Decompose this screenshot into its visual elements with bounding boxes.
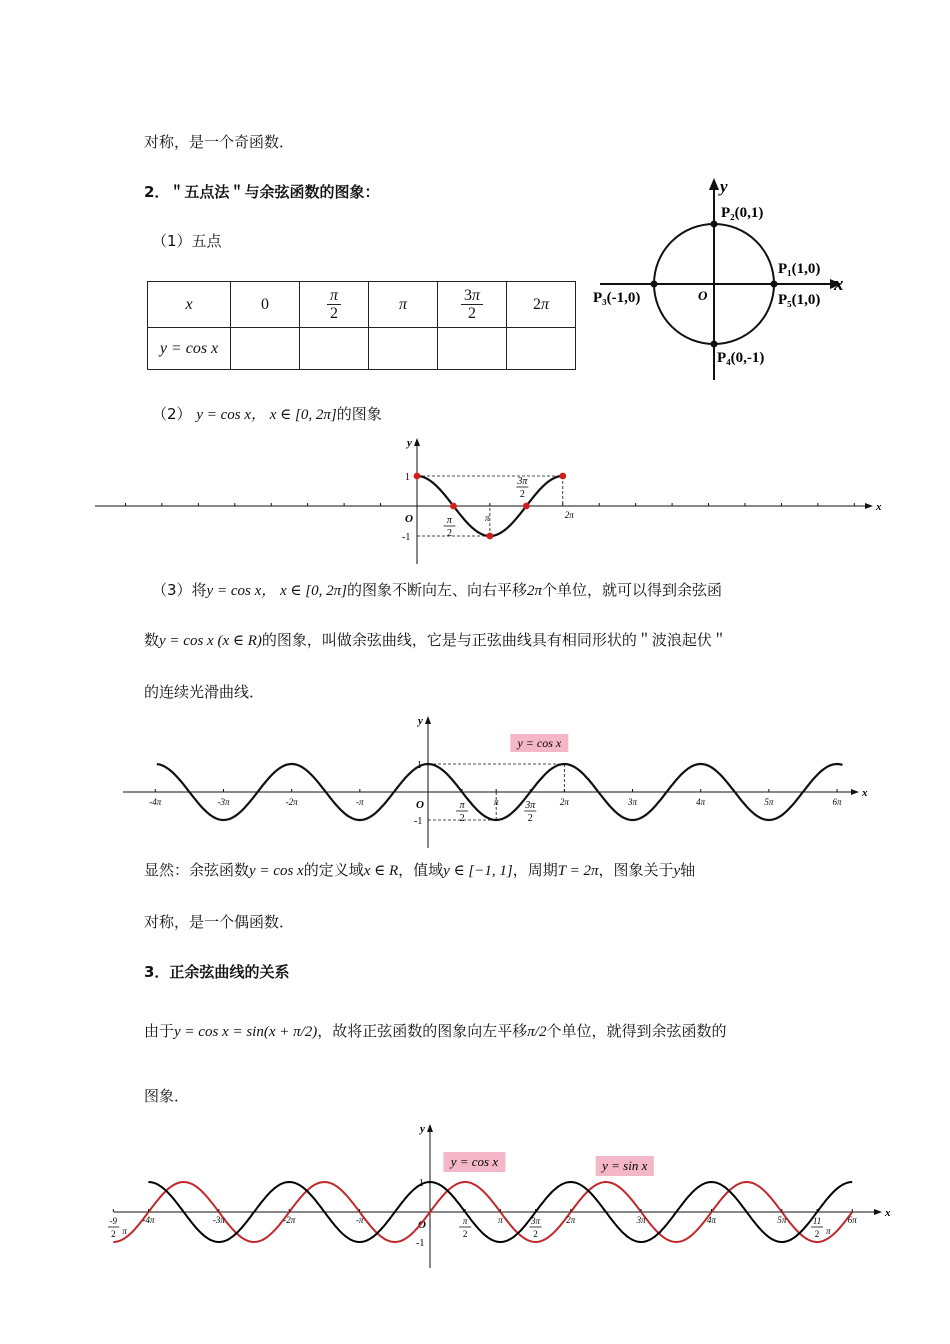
y-axis-label: y	[407, 437, 412, 449]
table-cell-two-pi: 2π	[507, 282, 576, 328]
tick-label-numerator: π	[446, 515, 452, 526]
tick-label-denominator: 2	[814, 1229, 820, 1239]
key-point	[414, 473, 421, 480]
p4-label: P₄(0,-1)	[717, 350, 765, 366]
sub3-line1-math: y = cos x， x ∈ [0, 2π]	[206, 583, 347, 599]
sub2-line	[152, 404, 382, 425]
sec3-mid: ，故将正弦函数的图象向左平移	[317, 1022, 528, 1040]
y-arrow-icon	[709, 178, 719, 190]
y-tick-label: 1	[419, 1178, 424, 1189]
tick-label-numerator: π	[459, 800, 465, 811]
table-cell-pi: π	[369, 282, 438, 328]
cos-curve-chart	[115, 712, 875, 852]
x-axis-label: x	[885, 1207, 891, 1219]
y-tick-label: -1	[402, 532, 411, 543]
odd-function-line: 对称，是一个奇函数．	[144, 133, 295, 151]
tick-label: 2π	[559, 797, 569, 807]
sub2-suffix: 的图象	[336, 405, 382, 423]
prop-text-4: ，周期	[512, 861, 558, 879]
origin-label: O	[418, 1219, 426, 1231]
prop-text-5: ，图象关于	[598, 861, 674, 879]
section2-heading: 2．＂五点法＂与余弦函数的图象：	[144, 183, 380, 201]
y-axis-label: y	[418, 715, 423, 727]
prop-math-1: y = cos x	[249, 863, 304, 879]
tick-label-denominator: 2	[527, 813, 533, 824]
table-cell-empty	[369, 328, 438, 370]
y-tick-label: 1	[405, 472, 410, 483]
tick-label-denominator: 2	[446, 528, 452, 539]
tick-label-numerator: 3π	[517, 476, 528, 487]
tick-label: π	[484, 513, 490, 523]
x-axis-label: x	[862, 787, 868, 799]
table-cell-half-pi: $\frac{\pi}{2}$	[300, 282, 369, 328]
sin-cos-chart	[108, 1120, 898, 1270]
sub2-math: y = cos x， x ∈ [0, 2π]	[196, 407, 337, 423]
table-cell-three-half-pi: $\frac{3\pi}{2}$	[438, 282, 507, 328]
tick-label: 3π	[628, 797, 638, 807]
sec3-math2: π/2	[527, 1024, 547, 1040]
key-point	[523, 503, 530, 510]
tick-label-numerator: -9	[109, 1216, 118, 1226]
y-arrow-icon	[427, 1124, 433, 1132]
tick-label: 3π	[636, 1215, 646, 1225]
sub3-line2-suffix: 的图象，叫做余弦曲线，它是与正弦曲线具有相同形状的＂波浪起伏＂	[261, 631, 727, 649]
p3-label: P₃(-1,0)	[593, 290, 641, 306]
tick-label-denominator: 2	[459, 813, 465, 824]
x-arrow-icon	[874, 1209, 882, 1215]
x-arrow-icon	[865, 503, 873, 509]
tick-label: 5π	[777, 1215, 787, 1225]
prop-math-5: y	[673, 863, 681, 879]
sub3-line2	[144, 630, 727, 651]
y-tick-label: -1	[416, 1238, 425, 1249]
tick-label: -4π	[149, 797, 162, 807]
table-cell-empty	[300, 328, 369, 370]
x-arrow-icon	[851, 789, 859, 795]
tick-label-denominator: 2	[533, 1229, 538, 1239]
tick-label-numerator: π	[462, 1216, 468, 1226]
tick-label: π	[493, 797, 499, 807]
prop-math-3: y ∈ [−1, 1]	[443, 863, 513, 879]
tick-label: -2π	[283, 1215, 296, 1225]
prop-text-2: 的定义域	[303, 861, 364, 879]
table-cell-x: x	[148, 282, 231, 328]
tick-label: 4π	[706, 1215, 716, 1225]
section3-heading: 3．正余弦曲线的关系	[144, 963, 290, 981]
key-point	[559, 473, 566, 480]
tick-label-denominator: 2	[519, 489, 525, 500]
tick-label-denominator: 2	[462, 1229, 468, 1239]
tick-label: -π	[356, 797, 364, 807]
table-cell-empty	[438, 328, 507, 370]
origin-label: O	[416, 799, 424, 811]
prop-text-1: 显然：余弦函数	[144, 861, 250, 879]
table-cell-cos-label: y = cos x	[148, 328, 231, 370]
prop-math-2: x ∈ R	[363, 863, 399, 879]
x-axis-label: x	[876, 501, 882, 513]
circle-y-label: y	[720, 177, 728, 196]
series-label: y = cos x	[517, 736, 562, 750]
properties-line	[144, 860, 695, 881]
tick-label: -4π	[142, 1215, 155, 1225]
point-p1	[771, 281, 778, 288]
table-cell-empty	[507, 328, 576, 370]
key-point	[486, 533, 493, 540]
unit-circle-diagram	[590, 170, 850, 385]
tick-label: 6π	[832, 797, 842, 807]
sub3-line3: 的连续光滑曲线．	[144, 683, 265, 701]
p1-label: P₁(1,0)	[778, 261, 821, 277]
tick-label: 5π	[764, 797, 774, 807]
table-cell-empty	[231, 328, 300, 370]
sec3-suffix: 个单位，就得到余弦函数的	[546, 1022, 727, 1040]
tick-label: π	[498, 1215, 503, 1225]
circle-x-label: x	[834, 274, 844, 295]
cos-series-label: y = cos x	[450, 1154, 499, 1169]
key-point	[450, 503, 457, 510]
y-tick-label: 1	[417, 760, 422, 771]
p5-label: P₅(1,0)	[778, 292, 821, 308]
sin-series-label: y = sin x	[602, 1158, 648, 1173]
tick-label-denominator: 2	[111, 1229, 116, 1239]
p2-label: P₂(0,1)	[721, 205, 764, 221]
point-p3	[651, 281, 658, 288]
cos-one-period-chart	[90, 436, 890, 566]
tick-label-numerator: 3π	[531, 1216, 541, 1226]
five-points-label: （1）五点	[152, 232, 222, 250]
tick-label: -3π	[212, 1215, 225, 1225]
tick-label-pi: π	[826, 1226, 831, 1236]
section3-line	[144, 1021, 727, 1042]
sub3-line1-prefix: （3）将	[152, 581, 207, 599]
y-arrow-icon	[425, 716, 431, 724]
sec3-prefix: 由于	[144, 1022, 175, 1040]
five-point-table	[147, 281, 576, 370]
sub3-line2-prefix: 数	[144, 631, 160, 649]
tick-label: 4π	[696, 797, 706, 807]
tick-label-numerator: 11	[812, 1216, 822, 1226]
table-cell-0: 0	[231, 282, 300, 328]
tick-label: -π	[355, 1215, 364, 1225]
section3-line2: 图象．	[144, 1087, 190, 1105]
circle-origin-label: O	[698, 288, 708, 303]
y-arrow-icon	[414, 438, 420, 446]
prop-text-3: ，值域	[398, 861, 444, 879]
sub3-line1-mid: 的图象不断向左、向右平移	[346, 581, 527, 599]
sub3-line1-suffix: 个单位，就可以得到余弦函	[541, 581, 722, 599]
even-function-line: 对称，是一个偶函数．	[144, 913, 295, 931]
y-axis-label: y	[420, 1123, 425, 1135]
tick-label: 6π	[847, 1215, 857, 1225]
tick-label: -3π	[217, 797, 230, 807]
tick-label-numerator: 3π	[525, 800, 536, 811]
point-p4	[711, 341, 718, 348]
sub3-line1	[152, 580, 722, 601]
y-tick-label: -1	[414, 816, 423, 827]
point-p2	[711, 221, 718, 228]
sec3-math: y = cos x = sin(x + π/2)	[174, 1024, 318, 1040]
prop-text-6: 轴	[680, 861, 696, 879]
sub3-line1-math2: 2π	[526, 583, 542, 599]
tick-label: 2π	[564, 510, 574, 520]
sub3-line2-math: y = cos x (x ∈ R)	[159, 633, 262, 649]
prop-math-4: T = 2π	[557, 863, 599, 879]
tick-label: 2π	[566, 1215, 576, 1225]
tick-label: -2π	[285, 797, 298, 807]
tick-label-pi: π	[122, 1226, 127, 1236]
origin-label: O	[405, 513, 413, 525]
sub2-prefix: （2）	[152, 405, 192, 423]
